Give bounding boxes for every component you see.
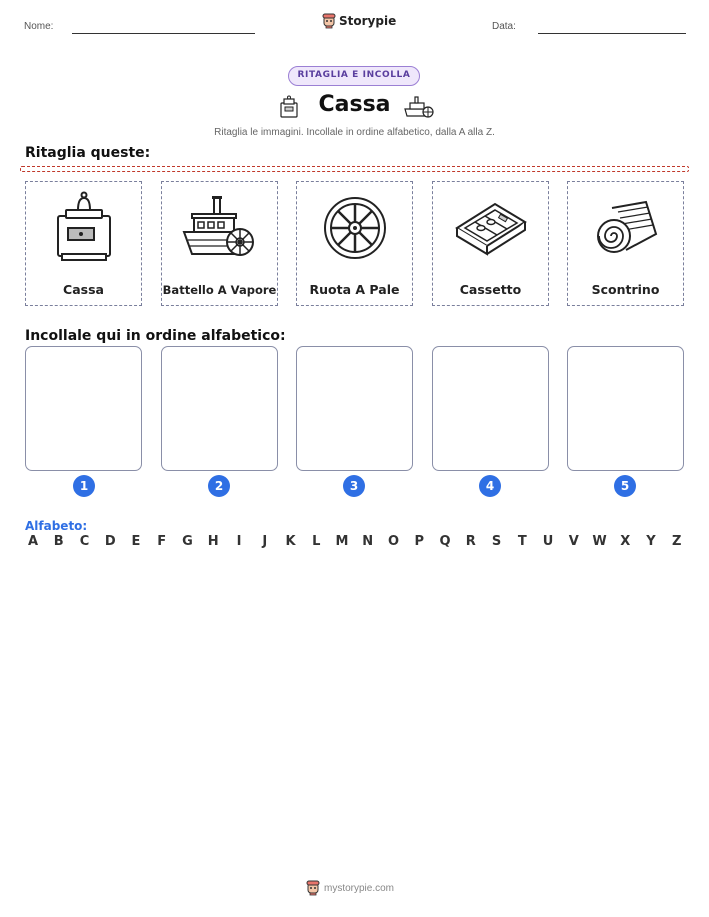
paste-box-2[interactable] — [161, 346, 278, 471]
alphabet-letter: H — [207, 534, 219, 549]
slot-number-2: 2 — [208, 475, 230, 497]
alphabet-letter: I — [236, 534, 242, 549]
cut-line[interactable] — [20, 166, 689, 172]
cut-heading: Ritaglia queste: — [25, 145, 151, 161]
name-label: Nome: — [24, 21, 54, 32]
alphabet-letter: A — [27, 534, 39, 549]
card-label: Scontrino — [591, 282, 660, 297]
alphabet-letter: S — [491, 534, 502, 549]
alphabet-letter: T — [517, 534, 527, 549]
receipt-roll-icon — [586, 188, 666, 268]
slot-number-1: 1 — [73, 475, 95, 497]
paste-heading: Incollale qui in ordine alfabetico: — [25, 328, 286, 344]
date-line[interactable] — [538, 33, 686, 34]
alphabet-letter: Y — [646, 534, 656, 549]
alphabet-row — [25, 534, 685, 549]
alphabet-letter: U — [542, 534, 554, 549]
cut-card-scontrino[interactable] — [567, 181, 684, 306]
alphabet-letter: E — [131, 534, 141, 549]
cash-drawer-icon — [451, 188, 531, 268]
brand-logo — [322, 13, 396, 29]
alphabet-letter: K — [285, 534, 296, 549]
paste-box-5[interactable] — [567, 346, 684, 471]
alphabet-letter: X — [620, 534, 631, 549]
slot-number-5: 5 — [614, 475, 636, 497]
alphabet-letter: N — [362, 534, 374, 549]
date-label: Data: — [492, 21, 516, 32]
slot-number-4: 4 — [479, 475, 501, 497]
footer-site[interactable]: mystorypie.com — [324, 882, 395, 894]
alphabet-letter: V — [568, 534, 579, 549]
footer — [306, 880, 394, 896]
name-line[interactable] — [72, 33, 255, 34]
paste-box-3[interactable] — [296, 346, 413, 471]
brand-name: Storypie — [339, 14, 397, 28]
card-label: Cassetto — [459, 282, 522, 297]
storypie-mascot-icon — [306, 880, 320, 896]
alphabet-letter: Z — [672, 534, 682, 549]
alphabet-letter: M — [335, 534, 349, 549]
steamboat-icon — [180, 188, 260, 268]
steamboat-small-icon — [403, 94, 435, 120]
cut-card-battello[interactable] — [161, 181, 278, 306]
activity-tag: RITAGLIA E INCOLLA — [288, 66, 420, 86]
cash-register-icon — [44, 188, 124, 268]
alphabet-letter: C — [79, 534, 90, 549]
cut-card-cassa[interactable] — [25, 181, 142, 306]
cut-card-ruota[interactable] — [296, 181, 413, 306]
card-label: Cassa — [63, 282, 104, 297]
paste-box-1[interactable] — [25, 346, 142, 471]
cut-card-cassetto[interactable] — [432, 181, 549, 306]
page-title: Cassa — [318, 92, 391, 117]
card-label: Battello A Vapore — [162, 283, 277, 297]
alphabet-letter: R — [465, 534, 476, 549]
alphabet-letter: W — [592, 534, 607, 549]
alphabet-letter: D — [104, 534, 116, 549]
alphabet-letter: J — [262, 534, 268, 549]
slot-number-3: 3 — [343, 475, 365, 497]
alphabet-letter: L — [312, 534, 321, 549]
alphabet-letter: F — [157, 534, 167, 549]
paste-box-4[interactable] — [432, 346, 549, 471]
instructions: Ritaglia le immagini. Incollale in ordine alfabetico, dalla A alla Z. — [214, 127, 495, 138]
alphabet-letter: P — [414, 534, 425, 549]
alphabet-letter: B — [53, 534, 64, 549]
alphabet-letter: G — [182, 534, 193, 549]
paddle-wheel-icon — [315, 188, 395, 268]
alphabet-letter: Q — [439, 534, 451, 549]
alphabet-heading: Alfabeto: — [25, 519, 88, 533]
alphabet-letter: O — [387, 534, 400, 549]
storypie-mascot-icon — [322, 13, 336, 29]
card-label: Ruota A Pale — [309, 282, 400, 297]
